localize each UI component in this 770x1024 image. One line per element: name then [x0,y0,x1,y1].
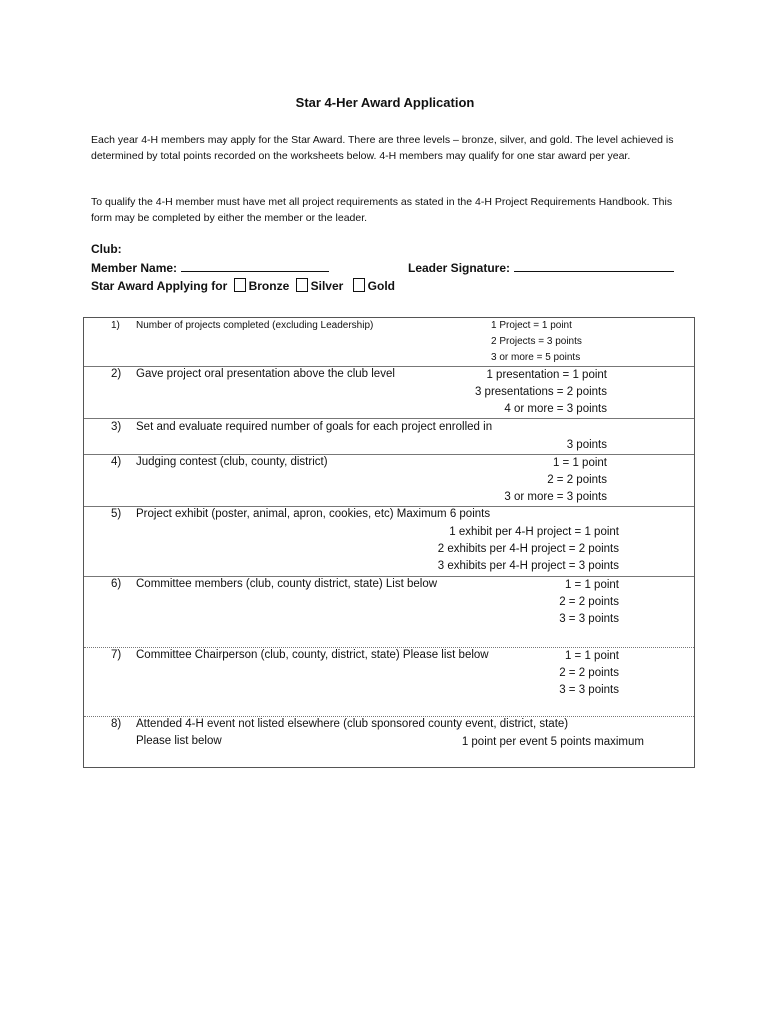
points-line: 3 or more = 5 points [491,352,581,363]
points-line: 3 = 3 points [559,684,619,696]
points-line: 1 = 1 point [552,457,607,469]
points-line: 3 points [566,439,607,451]
requirement-row-1 [84,318,694,367]
award-level-row [91,278,395,293]
requirement-number: 5) [111,508,122,520]
requirement-points [491,318,582,366]
points-line: 3 exhibits per 4-H project = 3 points [437,560,619,572]
leader-signature-field[interactable] [514,260,674,272]
requirement-description: Committee members (club, county district, state) List below [136,578,438,590]
requirement-description: Number of projects completed (excluding Leadership) [136,320,374,331]
requirement-row-3 [84,419,694,455]
requirement-number: 3) [111,421,122,433]
silver-label: Silver [310,279,344,293]
leader-signature-label: Leader Signature: [408,261,511,275]
requirement-row-4 [84,455,694,507]
club-label: Club: [91,242,122,256]
requirement-points [475,367,607,418]
page-title: Star 4-Her Award Application [295,95,475,110]
requirements-table [83,317,695,768]
member-name-row [91,260,329,275]
requirement-number: 6) [111,578,122,590]
requirement-description: Committee Chairperson (club, county, district, state) Please list below [136,649,489,661]
gold-checkbox[interactable] [353,278,365,292]
points-line: 1 presentation = 1 point [486,369,607,381]
points-line: 1 Project = 1 point [491,320,572,331]
leader-signature-row [408,260,674,275]
requirement-row-8 [84,717,694,767]
requirement-description: Project exhibit (poster, animal, apron, cookies, etc) Maximum 6 points [136,508,491,520]
points-line: 1 = 1 point [564,579,619,591]
points-line: 4 or more = 3 points [504,403,607,415]
requirement-row-6 [84,577,694,648]
points-line: 2 = 2 points [559,667,619,679]
requirement-points [462,734,644,751]
requirement-row-2 [84,367,694,419]
requirement-points [438,524,619,575]
points-line: 3 presentations = 2 points [474,386,607,398]
requirement-description: Judging contest (club, county, district) [136,456,328,468]
points-line: 1 exhibit per 4-H project = 1 point [449,526,619,538]
requirement-number: 4) [111,456,122,468]
requirement-description: Attended 4-H event not listed elsewhere (club sponsored county event, district, state) [136,718,569,730]
requirement-number: 2) [111,368,122,380]
requirement-points [559,577,619,628]
requirement-points [567,437,607,454]
requirement-points [504,455,607,506]
bronze-checkbox[interactable] [234,278,246,292]
points-line: 3 or more = 3 points [504,491,607,503]
member-name-label: Member Name: [91,261,178,275]
points-line: 1 = 1 point [564,650,619,662]
points-line: 2 Projects = 3 points [491,336,582,347]
points-line: 1 point per event 5 points maximum [461,736,644,748]
requirement-row-7 [84,648,694,717]
points-line: 2 = 2 points [559,596,619,608]
requirement-points [559,648,619,699]
award-level-label: Star Award Applying for [91,279,228,293]
points-line: 2 = 2 points [547,474,607,486]
silver-checkbox[interactable] [296,278,308,292]
gold-label: Gold [367,279,395,293]
intro-paragraph: Each year 4-H members may apply for the Star Award. There are three levels – bronze, silver, and gold. The level achieved is determined by total points recorded on the worksheets below. 4-H members may qualify for one star award per year. [91,134,674,162]
qualify-paragraph: To qualify the 4-H member must have met all project requirements as stated in the 4-H Project Requirements Handbook. This form may be completed by either the member or the leader. [91,196,673,224]
bronze-label: Bronze [248,279,290,293]
points-line: 2 exhibits per 4-H project = 2 points [437,543,619,555]
member-name-field[interactable] [181,260,329,272]
requirement-description: Set and evaluate required number of goals for each project enrolled in [136,421,493,433]
requirement-row-5 [84,507,694,577]
requirement-number: 8) [111,718,122,730]
requirement-description: Gave project oral presentation above the club level [136,368,395,380]
points-line: 3 = 3 points [559,613,619,625]
requirement-number: 1) [111,320,120,331]
requirement-number: 7) [111,649,122,661]
requirement-description-2: Please list below [136,735,222,747]
